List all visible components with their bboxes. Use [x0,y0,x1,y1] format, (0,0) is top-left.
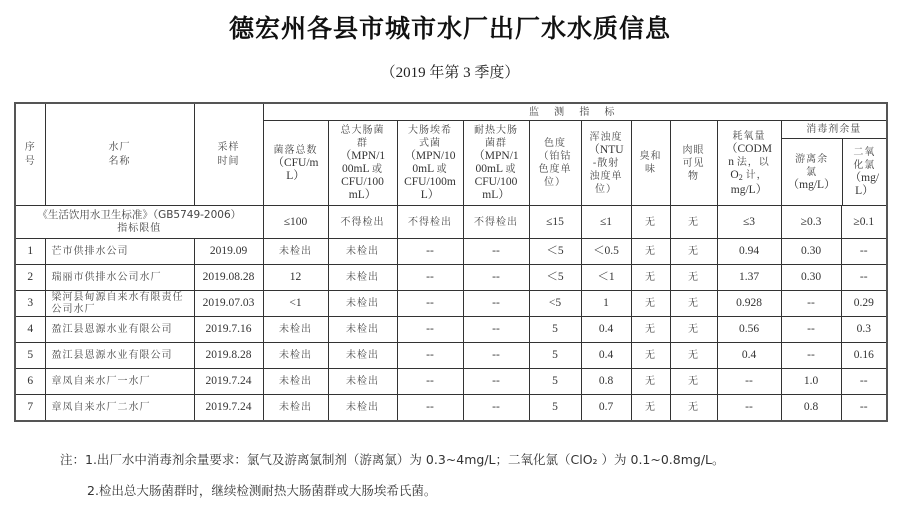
row-value: 无 [631,239,670,265]
table-row [15,291,887,317]
row-value: 0.4 [717,343,781,369]
row-value: -- [463,395,529,422]
row-value: 无 [670,369,717,395]
row-value: -- [397,343,463,369]
row-value: 无 [670,343,717,369]
row-value: -- [841,395,887,422]
table-row [15,395,887,422]
row-value: -- [781,343,841,369]
header-color: 色度 （铂钴 色度单 位） [529,121,581,206]
row-value: -- [841,265,887,291]
row-seq: 5 [15,343,45,369]
std-value: 不得检出 [463,206,529,239]
row-value: -- [397,369,463,395]
row-value: 无 [631,343,670,369]
row-seq: 3 [15,291,45,317]
row-seq: 1 [15,239,45,265]
header-plant-name: 水厂名称 [45,103,194,206]
row-value: -- [463,265,529,291]
row-plant-name: 梁河县甸源自来水有限责任公司水厂 [45,291,194,317]
row-value: 0.3 [841,317,887,343]
std-value: ≤3 [717,206,781,239]
row-value: 1.0 [781,369,841,395]
table-row [15,343,887,369]
row-value: 0.30 [781,265,841,291]
std-value: 无 [631,206,670,239]
row-value: -- [463,291,529,317]
row-value: -- [397,317,463,343]
row-sample-time: 2019.7.24 [194,395,263,422]
row-value: -- [841,369,887,395]
row-value: 未检出 [263,317,328,343]
row-value: 无 [631,317,670,343]
header-total-coliform: 总大肠菌 群 （MPN/1 00mL 或 CFU/100 mL） [328,121,397,206]
page-title: 德宏州各县市城市水厂出厂水水质信息 [228,14,671,43]
row-value: 无 [631,291,670,317]
std-value: ≤1 [581,206,631,239]
row-seq: 6 [15,369,45,395]
std-value: ≤100 [263,206,328,239]
row-value: ＜5 [529,239,581,265]
row-value: 未检出 [263,369,328,395]
row-value: 未检出 [328,343,397,369]
row-plant-name: 盈江县恩源水业有限公司 [45,317,194,343]
row-value: 12 [263,265,328,291]
row-value: -- [717,395,781,422]
row-value: 0.7 [581,395,631,422]
header-visible-matter: 肉眼 可见 物 [670,121,717,206]
row-value: 未检出 [328,369,397,395]
row-value: 无 [670,239,717,265]
row-value: -- [463,343,529,369]
row-value: 0.4 [581,343,631,369]
std-value: 无 [670,206,717,239]
row-value: -- [463,317,529,343]
row-sample-time: 2019.7.16 [194,317,263,343]
note-2: 2.检出总大肠菌群时，继续检测耐热大肠菌群或大肠埃希氏菌。 [87,483,437,498]
row-value: -- [463,369,529,395]
header-free-chlorine: 游离余 氯 （mg/L） [782,139,843,205]
row-seq: 4 [15,317,45,343]
standard-label: 《生活饮用水卫生标准》（GB5749-2006） 指标限值 [15,206,263,239]
row-value: 5 [529,317,581,343]
table-row [15,317,887,343]
row-value: 5 [529,369,581,395]
header-disinfectant-group: 消毒剂余量 游离余 氯 （mg/L） 二氧 化氯 （mg/ L） [781,121,887,206]
row-plant-name: 章凤自来水厂一水厂 [45,369,194,395]
row-sample-time: 2019.7.24 [194,369,263,395]
row-seq: 2 [15,265,45,291]
row-value: 0.30 [781,239,841,265]
row-value: -- [717,369,781,395]
row-seq: 7 [15,395,45,422]
row-plant-name: 盈江县恩源水业有限公司 [45,343,194,369]
note-1: 注：1.出厂水中消毒剂余量要求：氯气及游离氯制剂（游离氯）为 0.3~4mg/L；二氧化氯（ClO₂ ）为 0.1~0.8mg/L。 [60,452,725,467]
row-value: <5 [529,291,581,317]
row-value: 无 [670,265,717,291]
row-plant-name: 芒市供排水公司 [45,239,194,265]
header-seq: 序号 [15,103,45,206]
row-plant-name: 章凤自来水厂二水厂 [45,395,194,422]
row-value: 未检出 [263,239,328,265]
std-value: ≥0.1 [841,206,887,239]
row-value: 无 [670,317,717,343]
row-value: 未检出 [328,395,397,422]
header-e-coli: 大肠埃希 式菌 （MPN/10 0mL 或 CFU/100m L） [397,121,463,206]
row-sample-time: 2019.8.28 [194,343,263,369]
row-value: 未检出 [263,343,328,369]
row-value: 0.8 [581,369,631,395]
row-value: 0.4 [581,317,631,343]
row-value: -- [397,291,463,317]
row-value: 0.8 [781,395,841,422]
row-value: 5 [529,343,581,369]
row-value: ＜5 [529,265,581,291]
row-sample-time: 2019.07.03 [194,291,263,317]
row-value: 0.56 [717,317,781,343]
row-value: -- [397,265,463,291]
row-value: 0.16 [841,343,887,369]
row-value: 未检出 [328,239,397,265]
row-value: 0.29 [841,291,887,317]
std-value: ≤15 [529,206,581,239]
row-value: 1.37 [717,265,781,291]
row-value: 无 [670,291,717,317]
header-codmn: 耗氧量 （CODM n 法，以 $O_2$ 计， mg/L） [717,121,781,206]
row-value: 无 [670,395,717,422]
row-sample-time: 2019.08.28 [194,265,263,291]
header-odor: 臭和 味 [631,121,670,206]
row-value: 无 [631,395,670,422]
row-plant-name: 瑞丽市供排水公司水厂 [45,265,194,291]
header-colony-count: 菌落总数 （CFU/m L） [263,121,328,206]
row-value: 无 [631,369,670,395]
page-subtitle: （2019 年第 3 季度） [380,65,520,81]
header-sample-time: 采样时间 [194,103,263,206]
row-value: 未检出 [263,395,328,422]
row-value: 0.928 [717,291,781,317]
row-value: -- [781,291,841,317]
row-value: 1 [581,291,631,317]
row-value: -- [841,239,887,265]
row-value: -- [781,317,841,343]
row-value: -- [463,239,529,265]
row-value: -- [397,395,463,422]
water-quality-table [14,102,888,422]
row-value: 0.94 [717,239,781,265]
std-value: 不得检出 [397,206,463,239]
row-sample-time: 2019.09 [194,239,263,265]
standard-row [15,206,887,239]
std-value: ≥0.3 [781,206,841,239]
row-value: ＜0.5 [581,239,631,265]
header-monitoring-indicators: 监 测 指 标 [263,103,887,121]
table-row [15,239,887,265]
header-clo2: 二氧 化氯 （mg/ L） [849,147,880,197]
std-value: 不得检出 [328,206,397,239]
row-value: 未检出 [328,317,397,343]
header-turbidity: 浑浊度 （NTU -散射 浊度单 位） [581,121,631,206]
row-value: <1 [263,291,328,317]
row-value: 无 [631,265,670,291]
row-value: 未检出 [328,291,397,317]
row-value: 未检出 [328,265,397,291]
header-thermo-coliform: 耐热大肠 菌群 （MPN/1 00mL 或 CFU/100 mL） [463,121,529,206]
table-row [15,369,887,395]
table-row [15,265,887,291]
row-value: 5 [529,395,581,422]
row-value: -- [397,239,463,265]
row-value: ＜1 [581,265,631,291]
